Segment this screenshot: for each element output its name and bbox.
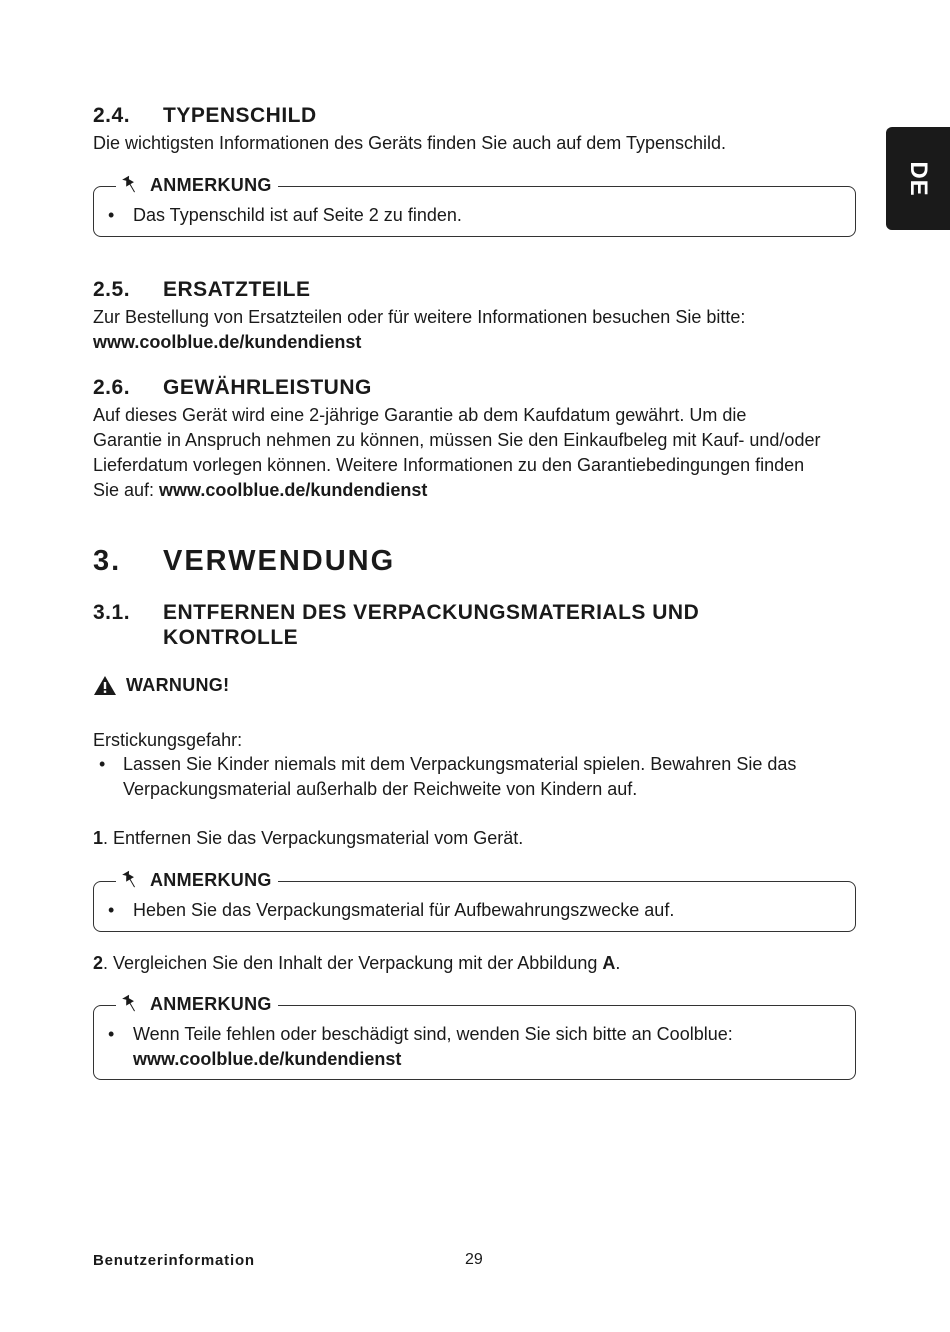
- warning-subheading: Erstickungsgefahr:: [93, 730, 243, 750]
- language-tab: [886, 127, 950, 230]
- pushpin-icon: [122, 870, 140, 890]
- bullet: •: [108, 900, 115, 920]
- language-tab-label: DE: [905, 160, 932, 197]
- chapter-number: 3.: [93, 545, 122, 577]
- warning-heading: [93, 675, 229, 696]
- note-box-typenschild: [93, 174, 856, 237]
- note-text: Wenn Teile fehlen oder beschädigt sind, wenden Sie sich bitte an Coolblue:: [133, 1024, 733, 1044]
- note-label: ANMERKUNG: [150, 174, 272, 195]
- step-1: [93, 826, 523, 851]
- section-title-line-2: KONTROLLE: [163, 626, 299, 649]
- section-number: 2.4.: [93, 104, 131, 127]
- figure-reference: A: [602, 953, 616, 973]
- note-text: Das Typenschild ist auf Seite 2 zu finden.: [133, 205, 462, 225]
- section-number: 3.1.: [93, 601, 131, 624]
- note-item: [108, 1022, 733, 1072]
- warning-line-1: Lassen Sie Kinder niemals mit dem Verpackungsmaterial spielen. Bewahren Sie das: [123, 754, 797, 774]
- section-title: ERSATZTEILE: [163, 278, 311, 301]
- kundendienst-link[interactable]: www.coolblue.de/kundendienst: [93, 332, 362, 352]
- note-box-fehlende-teile: [93, 993, 856, 1080]
- section-2-6-heading: [93, 376, 372, 400]
- warranty-prefix: Sie auf:: [93, 480, 160, 500]
- pushpin-icon: [122, 994, 140, 1014]
- section-number: 2.6.: [93, 376, 131, 399]
- note-item: [108, 898, 674, 923]
- note-item: [108, 203, 462, 228]
- warning-line-2: Verpackungsmaterial außerhalb der Reichweite von Kindern auf.: [123, 779, 638, 799]
- warning-triangle-icon: [93, 675, 117, 696]
- section-2-4-text: Die wichtigsten Informationen des Geräts finden Sie auch auf dem Typenschild.: [93, 133, 727, 153]
- note-label: ANMERKUNG: [150, 993, 272, 1014]
- note-legend: [116, 868, 278, 892]
- pushpin-icon: [122, 175, 140, 195]
- step-index: 1: [93, 828, 104, 848]
- section-3-1-heading: [93, 600, 699, 650]
- warning-label: WARNUNG!: [126, 675, 230, 695]
- section-2-4-heading: [93, 104, 317, 128]
- note-legend: [116, 992, 278, 1016]
- step-text: . Entfernen Sie das Verpackungsmaterial vom Gerät.: [103, 828, 524, 848]
- bullet: •: [108, 1024, 115, 1044]
- note-legend: [116, 173, 278, 197]
- warranty-line-1: Auf dieses Gerät wird eine 2-jährige Garantie ab dem Kaufdatum gewährt. Um die: [93, 405, 747, 425]
- section-2-5-heading: [93, 278, 310, 302]
- step-end: .: [615, 953, 621, 973]
- warranty-line-3: Lieferdatum vorlegen können. Weitere Informationen zu den Garantiebedingungen finden: [93, 455, 805, 475]
- bullet: •: [108, 205, 115, 225]
- chapter-3-heading: [93, 545, 395, 578]
- section-title-line-1: ENTFERNEN DES VERPACKUNGSMATERIALS UND: [163, 601, 700, 624]
- section-number: 2.5.: [93, 278, 131, 301]
- section-title: GEWÄHRLEISTUNG: [163, 376, 372, 399]
- step-2: [93, 951, 620, 976]
- warranty-line-4: [93, 478, 863, 503]
- kundendienst-link[interactable]: www.coolblue.de/kundendienst: [133, 1049, 402, 1069]
- step-index: 2: [93, 953, 104, 973]
- section-title: TYPENSCHILD: [163, 104, 317, 127]
- section-2-5-text: Zur Bestellung von Ersatzteilen oder für weitere Informationen besuchen Sie bitte:: [93, 307, 746, 327]
- warning-bullet-item: [99, 752, 796, 802]
- note-label: ANMERKUNG: [150, 869, 272, 890]
- warranty-line-2: Garantie in Anspruch nehmen zu können, müssen Sie den Einkaufbeleg mit Kauf- und/oder: [93, 430, 821, 450]
- note-text: Heben Sie das Verpackungsmaterial für Aufbewahrungszwecke auf.: [133, 900, 675, 920]
- chapter-title: VERWENDUNG: [163, 545, 396, 577]
- bullet: •: [99, 754, 106, 774]
- note-box-aufbewahrung: [93, 869, 856, 932]
- footer-label: Benutzerinformation: [93, 1252, 255, 1269]
- page-number: 29: [465, 1251, 483, 1268]
- kundendienst-link[interactable]: www.coolblue.de/kundendienst: [159, 480, 428, 500]
- step-text: . Vergleichen Sie den Inhalt der Verpackung mit der Abbildung: [103, 953, 603, 973]
